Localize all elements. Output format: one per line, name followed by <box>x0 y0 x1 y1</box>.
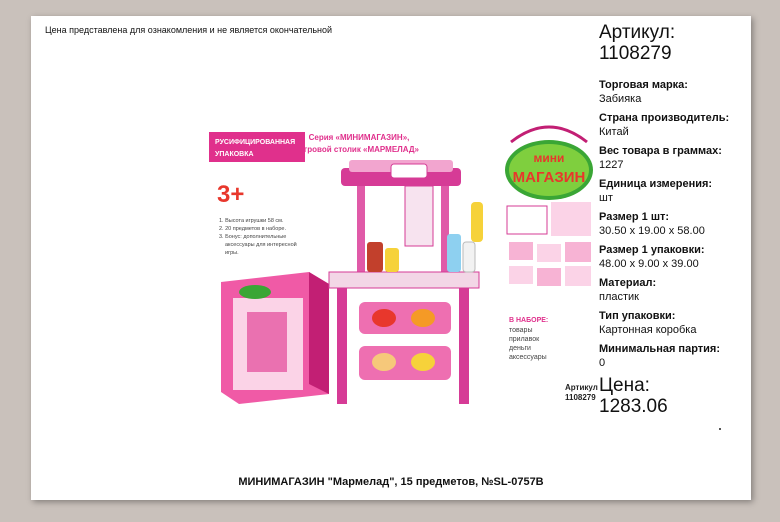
field-package-size <box>599 243 749 271</box>
field-label: Единица измерения: <box>599 178 713 190</box>
field-value: 1227 <box>599 159 624 171</box>
set-item-4: аксессуары <box>509 354 547 361</box>
field-value: 48.00 x 9.00 x 39.00 <box>599 258 699 270</box>
field-value: 0 <box>599 357 606 369</box>
field-weight <box>599 144 749 172</box>
field-label: Страна производитель: <box>599 112 730 124</box>
minimagazin-logo <box>505 127 593 200</box>
product-photo <box>209 122 619 412</box>
product-caption: МИНИМАГАЗИН "Мармелад", 15 предметов, №SL-0757B <box>238 476 544 488</box>
photo-series-line2: игровой столик «МАРМЕЛАД» <box>299 145 419 154</box>
field-label: Торговая марка: <box>599 79 688 91</box>
field-package-type <box>599 309 749 337</box>
product-sheet <box>31 16 751 500</box>
field-unit <box>599 177 749 205</box>
price-label: Цена: <box>599 375 650 396</box>
field-value: Картонная коробка <box>599 324 697 336</box>
photo-series-line1: Серия «МИНИМАГАЗИН», <box>308 133 410 142</box>
field-label: Размер 1 упаковки: <box>599 244 705 256</box>
play-stand-illustration <box>329 160 483 404</box>
photo-feature-5: игры. <box>225 250 239 256</box>
set-title: В НАБОРЕ: <box>509 317 549 324</box>
field-label: Размер 1 шт: <box>599 211 670 223</box>
field-label: Материал: <box>599 277 657 289</box>
photo-feature-2: 2. 20 предметов в наборе. <box>219 226 286 232</box>
photo-article-label: Артикул <box>565 383 598 392</box>
set-item-1: товары <box>509 327 533 334</box>
photo-banner-line1: РУСИФИЦИРОВАННАЯ <box>215 139 296 146</box>
field-value: Китай <box>599 126 629 138</box>
photo-banner-line2: УПАКОВКА <box>215 151 254 158</box>
field-label: Вес товара в граммах: <box>599 145 722 157</box>
field-material <box>599 276 749 304</box>
logo-bottom-text: МАГАЗИН <box>512 169 586 186</box>
field-value: пластик <box>599 291 639 303</box>
product-info-panel <box>599 22 749 417</box>
field-label: Минимальная партия: <box>599 343 720 355</box>
set-item-3: деньги <box>509 345 531 352</box>
field-brand <box>599 78 749 106</box>
photo-feature-3: 3. Бонус: дополнительные <box>219 234 287 240</box>
article-value: 1108279 <box>599 43 672 64</box>
photo-feature-4: аксессуары для интересной <box>225 242 297 248</box>
toy-box-illustration <box>221 272 329 404</box>
photo-article-value: 1108279 <box>565 393 596 402</box>
article-label: Артикул: <box>599 22 676 43</box>
disclaimer-text: Цена представлена для ознакомления и не является окончательной <box>45 25 333 35</box>
field-value: Забияка <box>599 93 642 105</box>
accessory-cards <box>507 202 591 286</box>
logo-top-text: мини <box>533 151 565 165</box>
field-value: 30.50 x 19.00 x 58.00 <box>599 225 705 237</box>
price-block <box>599 375 749 417</box>
decorative-dot <box>719 428 721 430</box>
field-item-size <box>599 210 749 238</box>
field-country <box>599 111 749 139</box>
field-min-batch <box>599 342 749 370</box>
price-value: 1283.06 <box>599 396 668 417</box>
photo-feature-1: 1. Высота игрушки 58 см. <box>219 218 284 224</box>
set-item-2: прилавок <box>509 336 540 343</box>
field-label: Тип упаковки: <box>599 310 676 322</box>
field-value: шт <box>599 192 613 204</box>
photo-age: 3+ <box>217 181 245 208</box>
